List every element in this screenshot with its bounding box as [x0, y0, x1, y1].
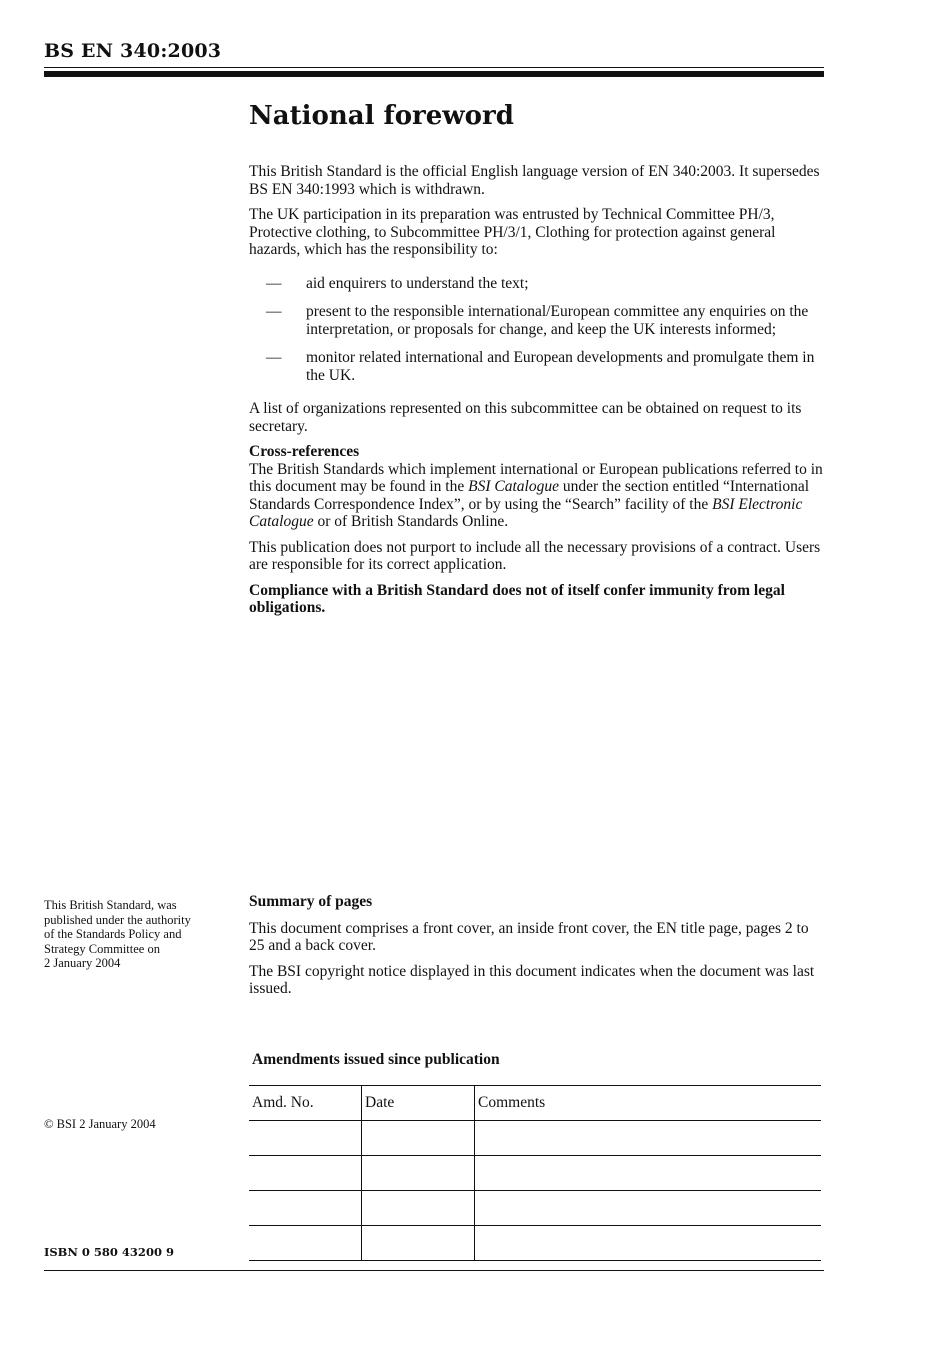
paragraph-participation: The UK participation in its preparation was entrusted by Technical Committee PH/3, Protective clothing, to Subcommittee PH/3/1, Clothing for protection against general hazards, which has the responsibility to:	[249, 206, 776, 258]
header-rule-thick	[44, 71, 824, 77]
column-header-date: Date	[362, 1086, 475, 1121]
bsi-catalogue-title: BSI Catalogue	[468, 478, 559, 495]
list-item: — present to the responsible international/European committee any enquiries on the interpretation, or proposals for change, and keep the UK interests informed;	[266, 303, 809, 338]
copyright-notice: © BSI 2 January 2004	[44, 1117, 156, 1131]
page-title: National foreword	[249, 101, 514, 131]
table-header-row	[249, 1086, 821, 1121]
paragraph-compliance: Compliance with a British Standard does not of itself confer immunity from legal obligations.	[249, 581, 785, 616]
header-rule-thin	[44, 67, 824, 68]
column-header-amd-no: Amd. No.	[249, 1086, 362, 1121]
paragraph-supersedes: This British Standard is the official English language version of EN 340:2003. It supersedes BS EN 340:1993 which is withdrawn.	[249, 163, 820, 198]
foreword-body	[249, 163, 827, 625]
table-row	[249, 1226, 821, 1261]
summary-paragraph-pages: This document comprises a front cover, an inside front cover, the EN title page, pages 2 to 25 and a back cover.	[249, 919, 809, 954]
summary-heading: Summary of pages	[249, 893, 373, 910]
table-row	[249, 1156, 821, 1191]
paragraph-crossref: The British Standards which implement international or European publications referred to in this document may be found in the BSI Catalogue under the section entitled “International Standards Correspondence Index”, or by using the “Search” facility of the BSI Electronic Catalogue or of British Standards Online.	[249, 460, 823, 530]
column-header-comments: Comments	[475, 1086, 822, 1121]
paragraph-organizations: A list of organizations represented on this subcommittee can be obtained on request to its secretary.	[249, 400, 802, 435]
table-row	[249, 1121, 821, 1156]
footer-rule	[44, 1270, 824, 1271]
list-item: — aid enquirers to understand the text;	[266, 274, 529, 292]
table-row	[249, 1191, 821, 1226]
responsibility-list	[249, 275, 827, 385]
crossref-heading: Cross-references	[249, 443, 360, 460]
list-item: — monitor related international and European developments and promulgate them in the UK.	[266, 349, 815, 384]
isbn-number: ISBN 0 580 43200 9	[44, 1245, 174, 1259]
publication-note: This British Standard, was published under the authority of the Standards Policy and Strategy Committee on 2 January 2004	[44, 898, 191, 970]
paragraph-provisions: This publication does not purport to include all the necessary provisions of a contract. Users are responsible for its correct application.	[249, 538, 821, 573]
dash-marker: —	[266, 349, 282, 366]
amendments-title: Amendments issued since publication	[252, 1051, 500, 1068]
dash-marker: —	[266, 274, 282, 292]
summary-paragraph-copyright: The BSI copyright notice displayed in this document indicates when the document was last issued.	[249, 962, 815, 997]
dash-marker: —	[266, 303, 282, 320]
summary-of-pages	[249, 893, 827, 1006]
amendments-table	[249, 1085, 821, 1261]
document-id: BS EN 340:2003	[44, 40, 222, 62]
bsi-electronic-catalogue-title: BSI Electronic Catalogue	[249, 495, 803, 530]
